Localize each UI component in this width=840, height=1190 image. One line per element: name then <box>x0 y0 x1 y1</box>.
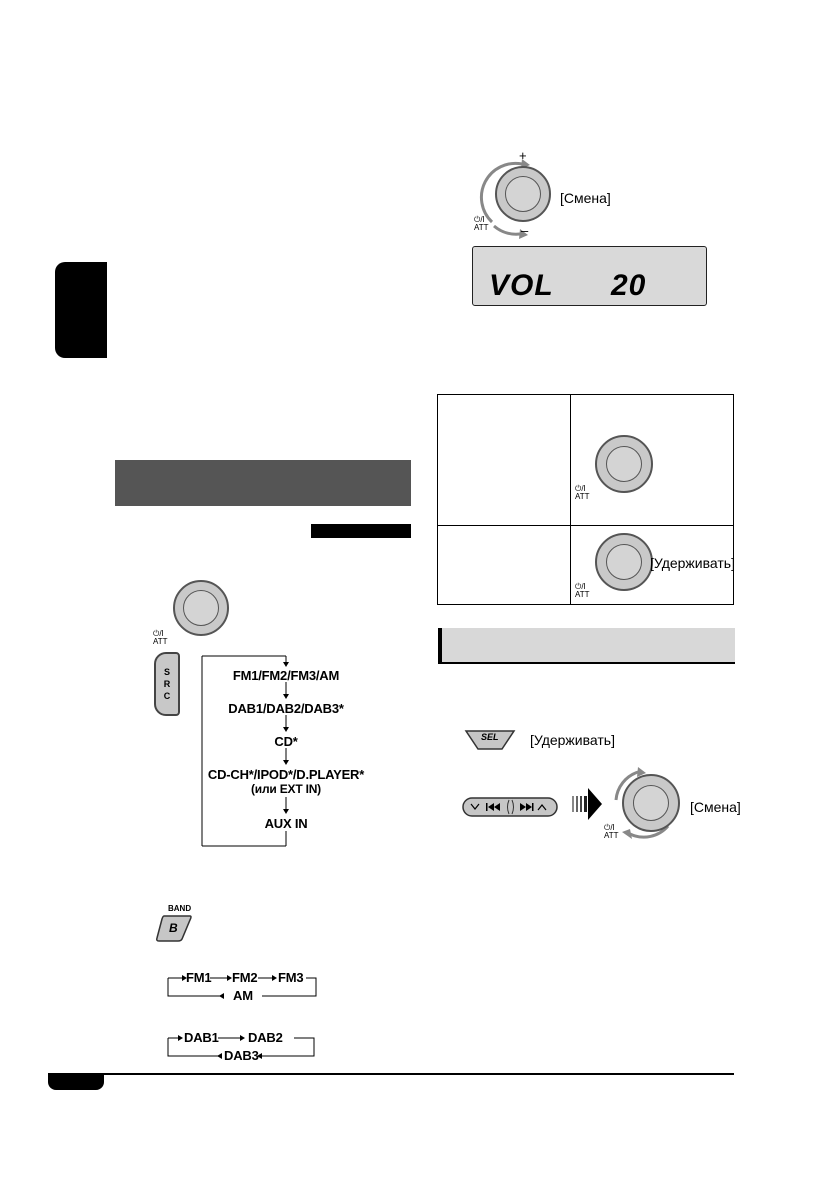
flow-item-aux: AUX IN <box>264 816 308 831</box>
band-button-label: BAND <box>168 904 192 913</box>
plus-label: + <box>519 148 527 163</box>
lcd-display <box>472 246 707 306</box>
volume-dial-diagram <box>470 150 620 240</box>
table-knob-2[interactable] <box>595 533 653 591</box>
lcd-vol-value: 20 <box>611 269 647 302</box>
knob-center <box>606 446 642 482</box>
lcd-vol-text: VOL <box>489 269 554 302</box>
fm-cycle-diagram <box>166 970 326 1006</box>
language-tab <box>55 262 107 358</box>
att-label: ⏻/I ATT <box>474 215 489 232</box>
operation-table <box>437 394 734 605</box>
band-button[interactable] <box>156 914 192 942</box>
dab-cycle-dab3: DAB3 <box>224 1048 259 1063</box>
seek-buttons[interactable] <box>462 797 558 817</box>
sel-button[interactable] <box>464 729 516 751</box>
sel-hold-label: [Удерживать] <box>530 732 615 748</box>
flow-item-cd: CD* <box>274 734 298 749</box>
source-knob[interactable] <box>173 580 229 636</box>
table-row-divider <box>438 525 733 526</box>
page-number-tab <box>48 1074 104 1090</box>
seek-knob[interactable] <box>622 774 680 832</box>
band-button-letter: B <box>169 921 178 935</box>
fm-cycle-fm2: FM2 <box>232 970 258 985</box>
flow-item-fm: FM1/FM2/FM3/AM <box>232 668 340 683</box>
dab-cycle-dab2: DAB2 <box>248 1030 283 1045</box>
knob-center <box>505 176 541 212</box>
fm-cycle-am: AM <box>233 988 253 1003</box>
att-label: ⏻/I ATT <box>575 484 590 501</box>
seek-change-label: [Смена] <box>690 799 741 815</box>
seek-buttons-shape <box>462 797 558 817</box>
volume-knob[interactable] <box>495 166 551 222</box>
src-letter-r: R <box>163 679 171 689</box>
dab-cycle-dab1: DAB1 <box>184 1030 219 1045</box>
src-letter-s: S <box>163 667 170 677</box>
src-button[interactable] <box>154 652 180 716</box>
att-label: ⏻/I ATT <box>604 823 619 840</box>
fm-cycle-fm1: FM1 <box>186 970 212 985</box>
minus-label: – <box>521 223 529 238</box>
table-column-divider <box>570 395 571 604</box>
section-label-bar <box>311 524 411 538</box>
source-flow-diagram <box>200 652 400 852</box>
hold-label: [Удерживать] <box>650 555 735 571</box>
knob-center <box>606 544 642 580</box>
src-letter-c: C <box>163 691 171 701</box>
flow-item-extin: (или EXT IN) <box>251 782 321 796</box>
att-label: ⏻/I ATT <box>153 629 168 646</box>
knob-center <box>183 590 219 626</box>
seek-dial-diagram <box>600 764 740 844</box>
flow-item-dab: DAB1/DAB2/DAB3* <box>228 701 344 716</box>
change-label: [Смена] <box>560 190 611 206</box>
knob-center <box>633 785 669 821</box>
table-knob-1[interactable] <box>595 435 653 493</box>
fm-cycle-fm3: FM3 <box>278 970 304 985</box>
flow-item-cdch: CD-CH*/IPOD*/D.PLAYER* <box>207 767 365 782</box>
sel-button-label: SEL <box>481 732 499 742</box>
section-title-bar <box>115 460 411 506</box>
dab-cycle-diagram <box>166 1030 326 1066</box>
section-header-gray <box>438 628 735 664</box>
att-label: ⏻/I ATT <box>575 582 590 599</box>
footer-rule <box>48 1073 734 1075</box>
